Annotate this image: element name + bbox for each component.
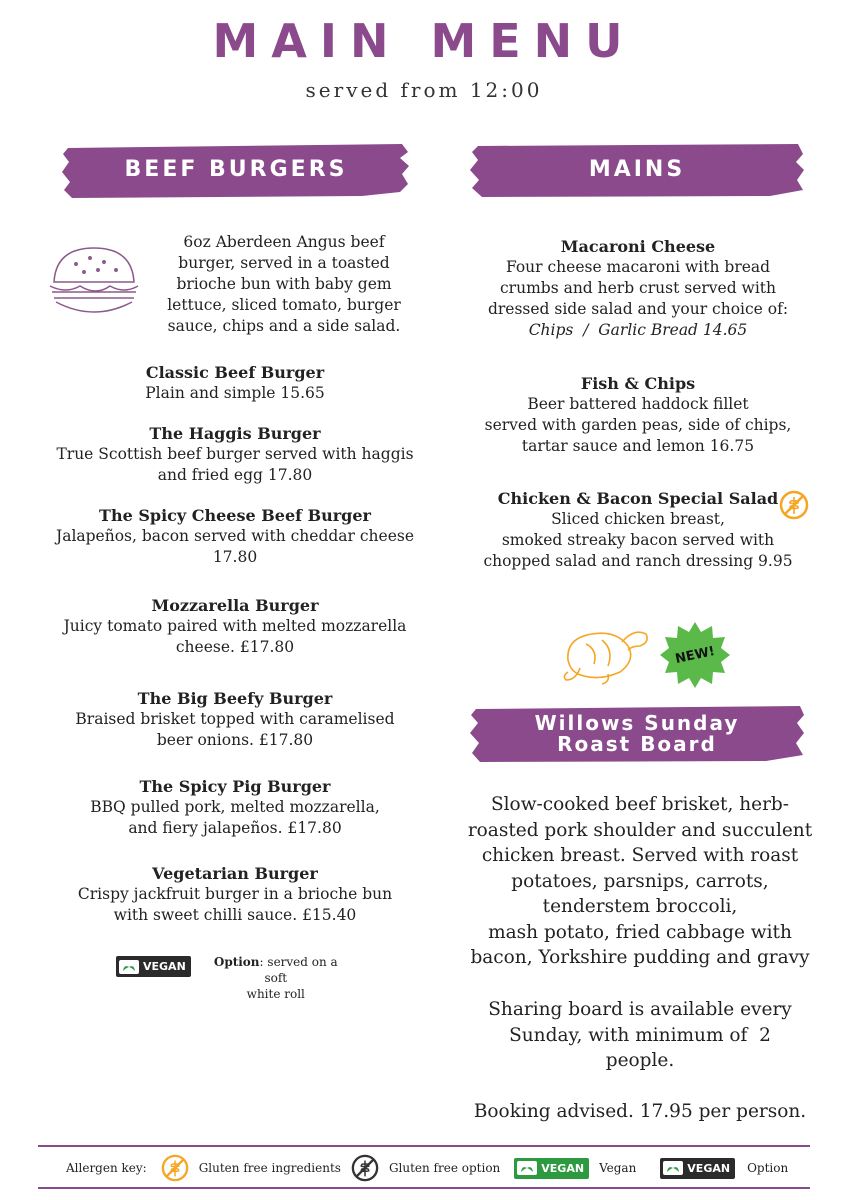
- vegan-badge-text: VEGAN: [143, 960, 186, 973]
- item-name: The Haggis Burger: [149, 424, 321, 443]
- item-description: smoked streaky bacon served with: [501, 531, 775, 549]
- roast-chicken-icon: [558, 620, 654, 686]
- menu-item-big-beefy-burger: [30, 688, 440, 751]
- allergen-key: [66, 1153, 826, 1183]
- gluten-free-option-icon: [351, 1154, 379, 1182]
- beef-burgers-heading: BEEF BURGERS: [124, 157, 348, 183]
- new-badge: [660, 620, 730, 690]
- vegan-badge-text: VEGAN: [687, 1161, 731, 1175]
- roast-line: chicken breast. Served with roast: [481, 845, 799, 866]
- mains-banner: [470, 140, 804, 200]
- item-name: Mozzarella Burger: [151, 596, 319, 615]
- menu-item-mozzarella-burger: [30, 595, 440, 658]
- item-description: Four cheese macaroni with bread: [505, 258, 771, 276]
- vegan-badge: [514, 1158, 589, 1179]
- item-name: The Spicy Pig Burger: [139, 777, 331, 796]
- item-description: served with garden peas, side of chips,: [484, 416, 792, 434]
- leaf-icon: [663, 1161, 683, 1175]
- menu-item-classic-beef-burger: [30, 362, 440, 404]
- item-name: The Big Beefy Burger: [137, 689, 333, 708]
- item-description: Crispy jackfruit burger in a brioche bun: [77, 885, 393, 903]
- item-description: Jalapeños, bacon served with cheddar cheese: [55, 527, 415, 545]
- beef-burgers-banner: [62, 140, 410, 200]
- new-badge-text: NEW!: [673, 643, 717, 667]
- burger-intro: [150, 232, 418, 337]
- menu-item-fish-and-chips: [448, 373, 828, 457]
- intro-line: lettuce, sliced tomato, burger: [167, 296, 401, 314]
- intro-line: 6oz Aberdeen Angus beef: [183, 233, 385, 251]
- heading-line: Willows Sunday: [534, 711, 740, 735]
- footer-divider-bottom: [38, 1187, 810, 1189]
- item-description: and fiery jalapeños. £17.80: [128, 819, 342, 837]
- item-description: crumbs and herb crust served with: [500, 279, 776, 297]
- item-description: cheese. £17.80: [175, 638, 295, 656]
- roast-line: Sharing board is available every: [488, 999, 792, 1020]
- item-description: and fried egg 17.80: [157, 466, 313, 484]
- intro-line: brioche bun with baby gem: [176, 275, 392, 293]
- roast-line: mash potato, fried cabbage with: [488, 921, 792, 943]
- roast-line: tenderstem broccoli,: [542, 896, 738, 917]
- vegan-badge-text: VEGAN: [541, 1161, 585, 1175]
- menu-item-macaroni-cheese: [448, 236, 828, 341]
- item-description: Plain and simple 15.65: [145, 384, 325, 402]
- menu-item-spicy-cheese-beef-burger: [30, 505, 440, 568]
- vegan-label: Vegan: [599, 1161, 637, 1175]
- menu-item-vegetarian-burger: [30, 863, 440, 926]
- menu-item-haggis-burger: [30, 423, 440, 486]
- vegan-option-badge: [660, 1158, 735, 1179]
- sunday-roast-banner: [470, 703, 804, 765]
- heading-line: Roast Board: [557, 732, 717, 756]
- option-label: Option: [213, 955, 260, 969]
- roast-line: roasted pork shoulder and succulent: [467, 819, 813, 841]
- menu-item-chicken-bacon-salad: [448, 488, 828, 572]
- roast-line: people.: [605, 1050, 675, 1071]
- item-name: Chicken & Bacon Special Salad: [497, 489, 779, 508]
- leaf-icon: [119, 960, 139, 974]
- item-name: Classic Beef Burger: [145, 363, 325, 382]
- item-description: Sliced chicken breast,: [551, 510, 725, 528]
- gf-option-label: Gluten free option: [388, 1161, 501, 1175]
- item-name: Vegetarian Burger: [152, 864, 318, 883]
- item-name: The Spicy Cheese Beef Burger: [99, 506, 371, 525]
- item-description: True Scottish beef burger served with haggis: [56, 445, 414, 463]
- item-description: Braised brisket topped with caramelised: [75, 710, 395, 728]
- leaf-icon: [517, 1161, 537, 1175]
- roast-booking: Booking advised. 17.95 per person.: [473, 1101, 807, 1122]
- vegan-option-note: [116, 954, 351, 1002]
- gluten-free-icon: [161, 1154, 189, 1182]
- item-name: Macaroni Cheese: [560, 237, 716, 256]
- roast-line: bacon, Yorkshire pudding and gravy: [470, 947, 810, 968]
- vegan-option-text: [201, 954, 351, 1002]
- item-description: dressed side salad and your choice of:: [487, 300, 789, 318]
- option-text: white roll: [246, 987, 305, 1001]
- menu-title: MAIN MENU: [212, 14, 636, 68]
- roast-sharing: [448, 997, 832, 1074]
- burger-illustration-icon: [46, 242, 142, 322]
- item-description: Juicy tomato paired with melted mozzarella: [63, 617, 407, 635]
- item-description: tartar sauce and lemon 16.75: [521, 437, 755, 455]
- mains-heading: MAINS: [588, 157, 686, 183]
- allergen-key-label: Allergen key:: [66, 1161, 147, 1175]
- roast-description: [448, 792, 832, 971]
- menu-item-spicy-pig-burger: [30, 776, 440, 839]
- item-description: BBQ pulled pork, melted mozzarella,: [90, 798, 380, 816]
- item-description: 17.80: [212, 548, 258, 566]
- item-name: Fish & Chips: [580, 374, 696, 393]
- item-description: chopped salad and ranch dressing 9.95: [483, 552, 793, 570]
- roast-line: Sunday, with minimum of 2: [509, 1024, 771, 1046]
- gluten-free-icon: [779, 490, 809, 520]
- footer-divider-top: [38, 1145, 810, 1147]
- intro-line: sauce, chips and a side salad.: [167, 317, 401, 335]
- sunday-roast-heading: [535, 713, 740, 755]
- roast-line: Slow-cooked beef brisket, herb-: [490, 794, 790, 815]
- vegan-option-badge: [116, 956, 191, 977]
- gf-ingredients-label: Gluten free ingredients: [198, 1161, 341, 1175]
- item-choice: Chips / Garlic Bread 14.65: [528, 321, 748, 339]
- menu-subtitle: served from 12:00: [305, 78, 543, 102]
- option-label: Option: [747, 1161, 789, 1175]
- item-description: Beer battered haddock fillet: [527, 395, 749, 413]
- item-description: with sweet chilli sauce. £15.40: [113, 906, 357, 924]
- intro-line: burger, served in a toasted: [178, 254, 390, 272]
- item-description: beer onions. £17.80: [156, 731, 314, 749]
- option-text: : served on a soft: [259, 955, 338, 985]
- roast-line: potatoes, parsnips, carrots,: [511, 870, 769, 892]
